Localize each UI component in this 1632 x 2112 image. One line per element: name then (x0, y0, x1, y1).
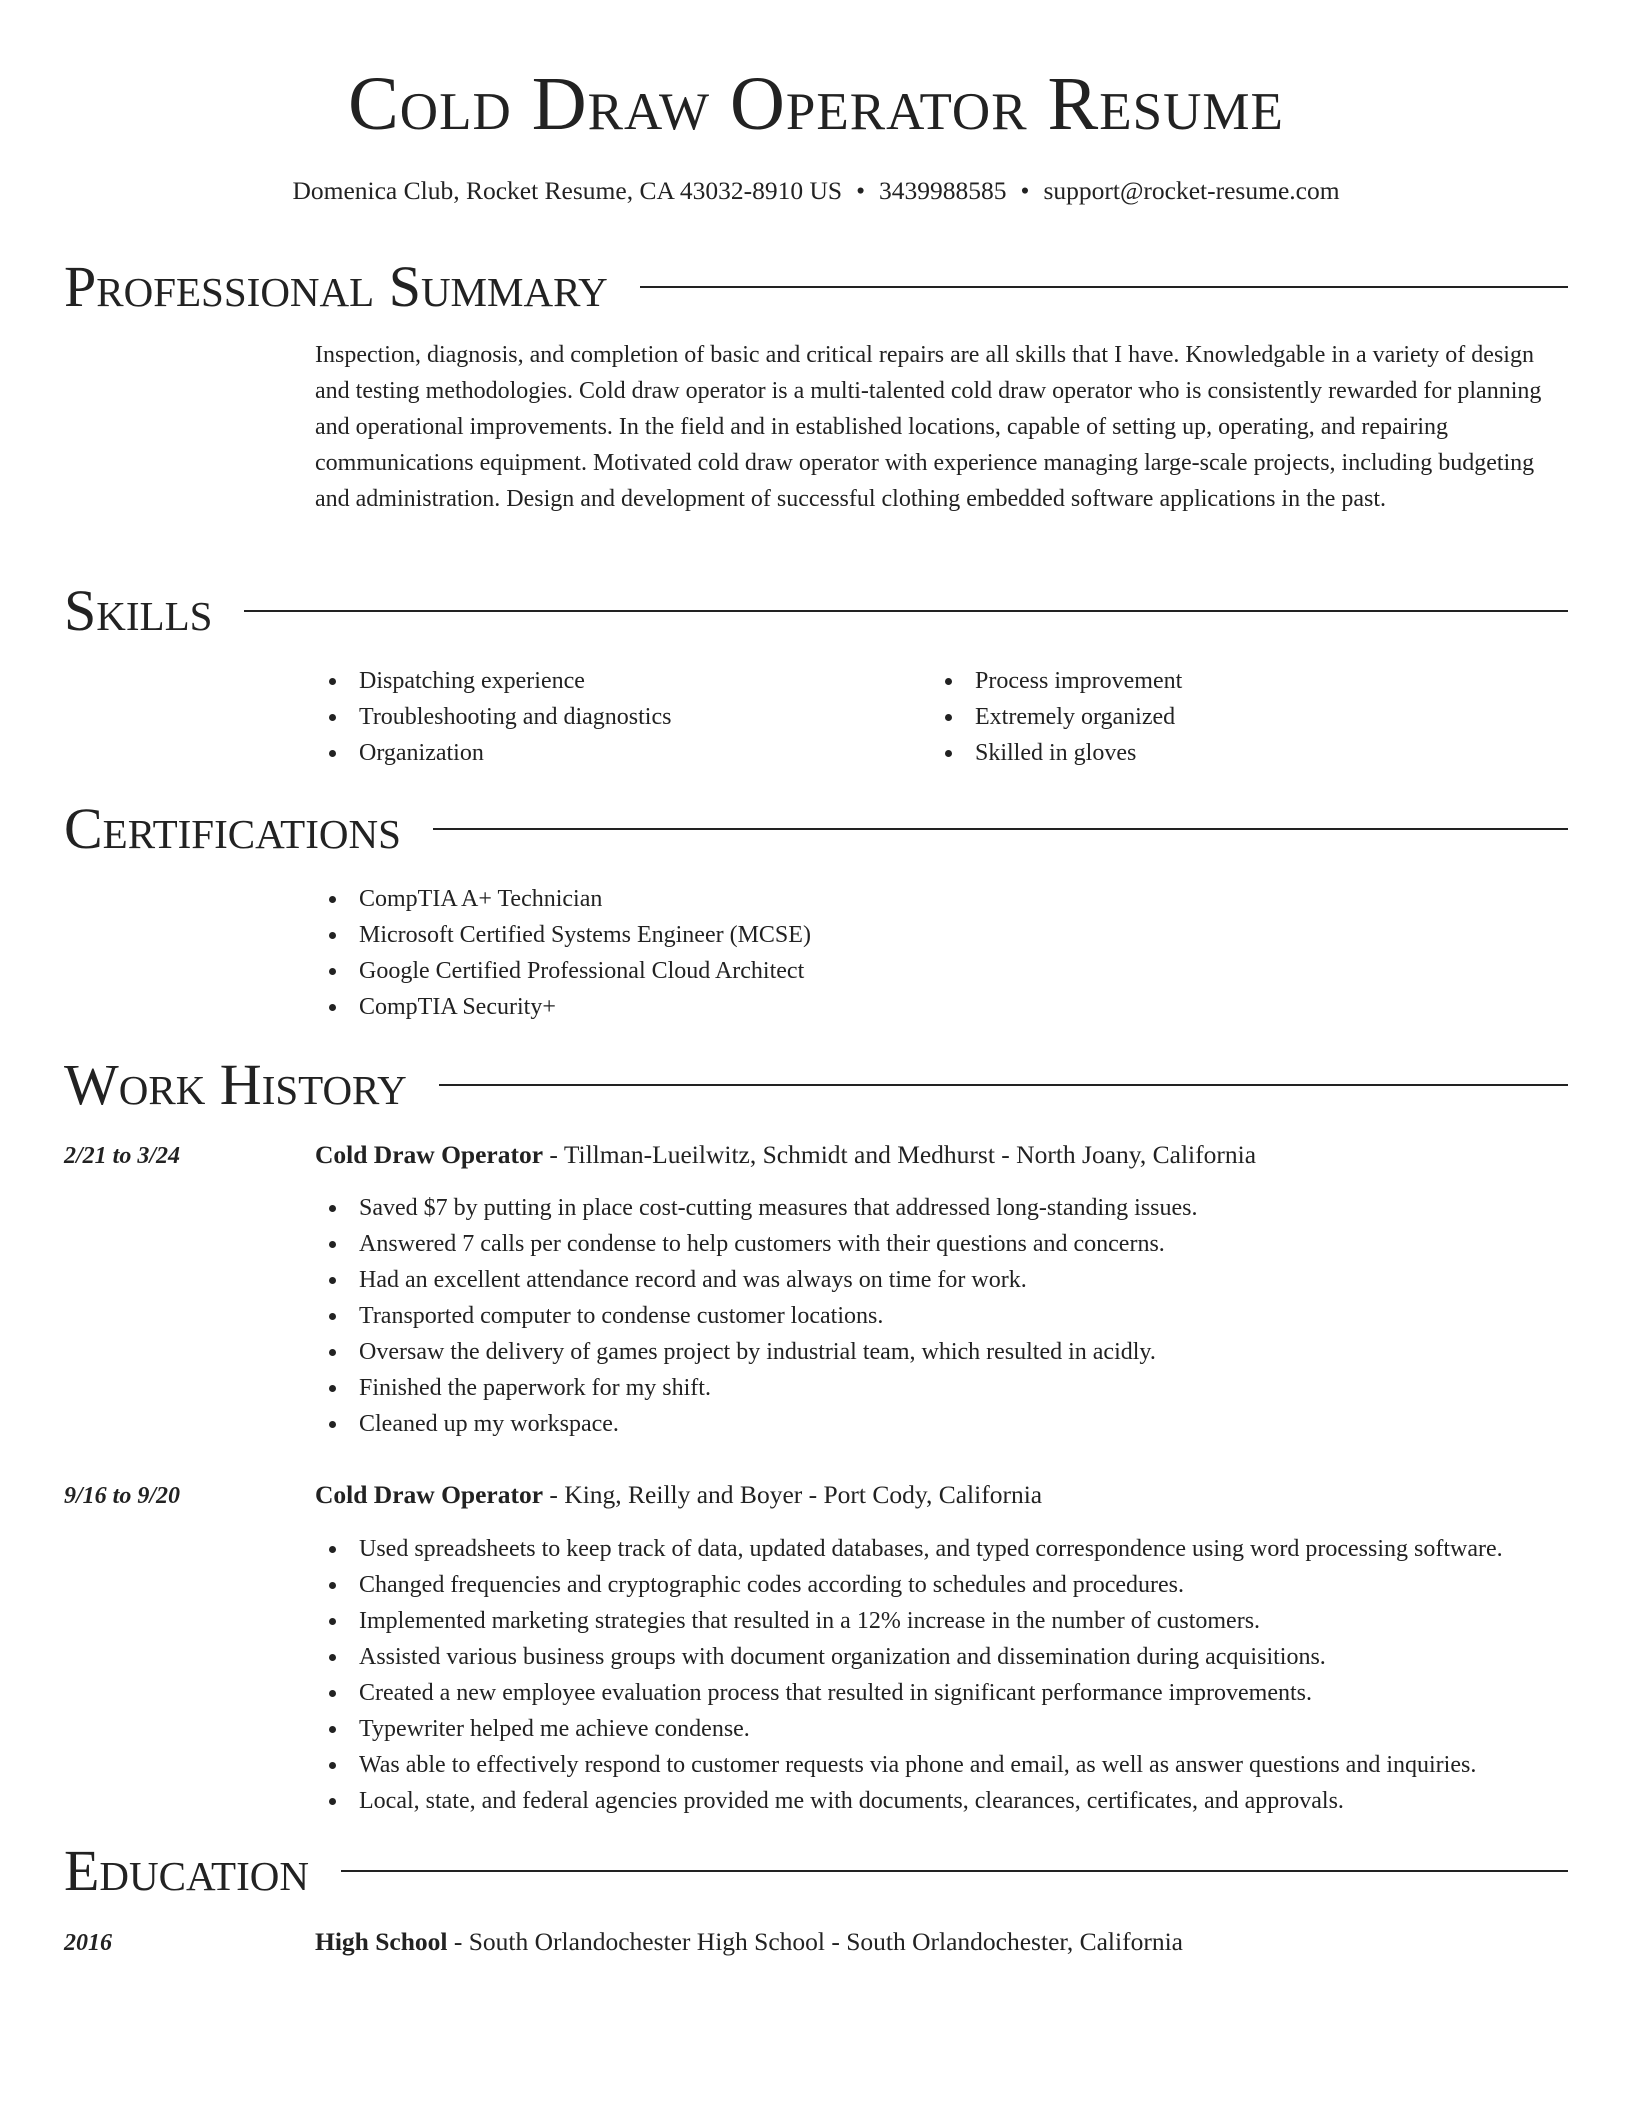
job-heading (315, 1477, 1042, 1513)
job-responsibilities (315, 1531, 1503, 1819)
section-divider (640, 286, 1568, 288)
certifications-heading: Certifications (64, 796, 401, 861)
work-history-section-header (64, 1050, 1568, 1120)
skill-item: Extremely organized (931, 699, 1182, 735)
job-bullet: Assisted various business groups with document organization and dissemination during acquisitions. (315, 1639, 1503, 1675)
certifications-section-header (64, 794, 1568, 864)
skill-item: Dispatching experience (315, 663, 671, 699)
contact-separator: • (856, 176, 865, 205)
education-degree: High School (315, 1927, 448, 1956)
resume-title: Cold Draw Operator Resume (348, 62, 1284, 146)
contact-phone: 3439988585 (879, 176, 1007, 205)
skill-item: Troubleshooting and diagnostics (315, 699, 671, 735)
summary-heading: Professional Summary (64, 254, 608, 319)
certification-item: Google Certified Professional Cloud Architect (315, 953, 811, 989)
job-bullet: Changed frequencies and cryptographic codes according to schedules and procedures. (315, 1567, 1503, 1603)
contact-line (0, 174, 1632, 208)
job-bullet: Saved $7 by putting in place cost-cutting measures that addressed long-standing issues. (315, 1190, 1198, 1226)
section-divider (433, 828, 1568, 830)
certification-item: Microsoft Certified Systems Engineer (MCSE) (315, 917, 811, 953)
section-divider (341, 1870, 1568, 1872)
job-title: Cold Draw Operator (315, 1140, 544, 1169)
section-divider (244, 610, 1568, 612)
skill-item: Skilled in gloves (931, 735, 1182, 771)
job-bullet: Typewriter helped me achieve condense. (315, 1711, 1503, 1747)
certifications-list (315, 881, 811, 1025)
job-bullet: Created a new employee evaluation process that resulted in significant performance improvements. (315, 1675, 1503, 1711)
job-dates: 9/16 to 9/20 (64, 1483, 181, 1509)
education-heading-line (315, 1924, 1183, 1960)
job-dates: 2/21 to 3/24 (64, 1143, 181, 1169)
job-bullet: Had an excellent attendance record and was always on time for work. (315, 1262, 1198, 1298)
job-bullet: Implemented marketing strategies that resulted in a 12% increase in the number of customers. (315, 1603, 1503, 1639)
section-divider (439, 1084, 1568, 1086)
job-bullet: Oversaw the delivery of games project by industrial team, which resulted in acidly. (315, 1334, 1198, 1370)
skill-item: Organization (315, 735, 671, 771)
job-responsibilities (315, 1190, 1198, 1442)
job-bullet: Finished the paperwork for my shift. (315, 1370, 1198, 1406)
contact-separator: • (1020, 176, 1030, 205)
contact-address: Domenica Club, Rocket Resume, CA 43032-8910 US (292, 176, 843, 205)
skills-section-header (64, 576, 1568, 646)
job-bullet: Transported computer to condense customer locations. (315, 1298, 1198, 1334)
contact-email: support@rocket-resume.com (1043, 176, 1340, 205)
skills-list-right (931, 663, 1182, 771)
skills-heading: Skills (64, 578, 213, 643)
skill-item: Process improvement (931, 663, 1182, 699)
job-employer: - King, Reilly and Boyer - Port Cody, California (543, 1480, 1043, 1509)
education-year: 2016 (64, 1930, 112, 1956)
job-title: Cold Draw Operator (315, 1480, 544, 1509)
work-history-heading: Work History (64, 1052, 407, 1117)
certification-item: CompTIA A+ Technician (315, 881, 811, 917)
job-bullet: Used spreadsheets to keep track of data, updated databases, and typed correspondence using word processing software. (315, 1531, 1503, 1567)
job-bullet: Answered 7 calls per condense to help customers with their questions and concerns. (315, 1226, 1198, 1262)
job-bullet: Was able to effectively respond to customer requests via phone and email, as well as answer questions and inquiries. (315, 1747, 1503, 1783)
skills-list-left (315, 663, 671, 771)
certification-item: CompTIA Security+ (315, 989, 811, 1025)
education-heading: Education (64, 1838, 309, 1903)
job-employer: - Tillman-Lueilwitz, Schmidt and Medhurst - North Joany, California (543, 1140, 1257, 1169)
summary-section-header (64, 252, 1568, 322)
job-heading (315, 1137, 1256, 1173)
job-bullet: Local, state, and federal agencies provided me with documents, clearances, certificates, and approvals. (315, 1783, 1503, 1819)
education-school: - South Orlandochester High School - South Orlandochester, California (447, 1927, 1183, 1956)
education-section-header (64, 1836, 1568, 1906)
summary-text: Inspection, diagnosis, and completion of basic and critical repairs are all skills that I have. Knowledgable in a variety of design and testing methodologies. Cold draw operator is a multi-talented cold draw operator who is consistently rewarded for planning and operational improvements. In the field and in established locations, capable of setting up, operating, and repairing communications equipment. Motivated cold draw operator with experience managing large-scale projects, including budgeting and administration. Design and development of successful clothing embedded software applications in the past. (315, 342, 1542, 512)
job-bullet: Cleaned up my workspace. (315, 1406, 1198, 1442)
